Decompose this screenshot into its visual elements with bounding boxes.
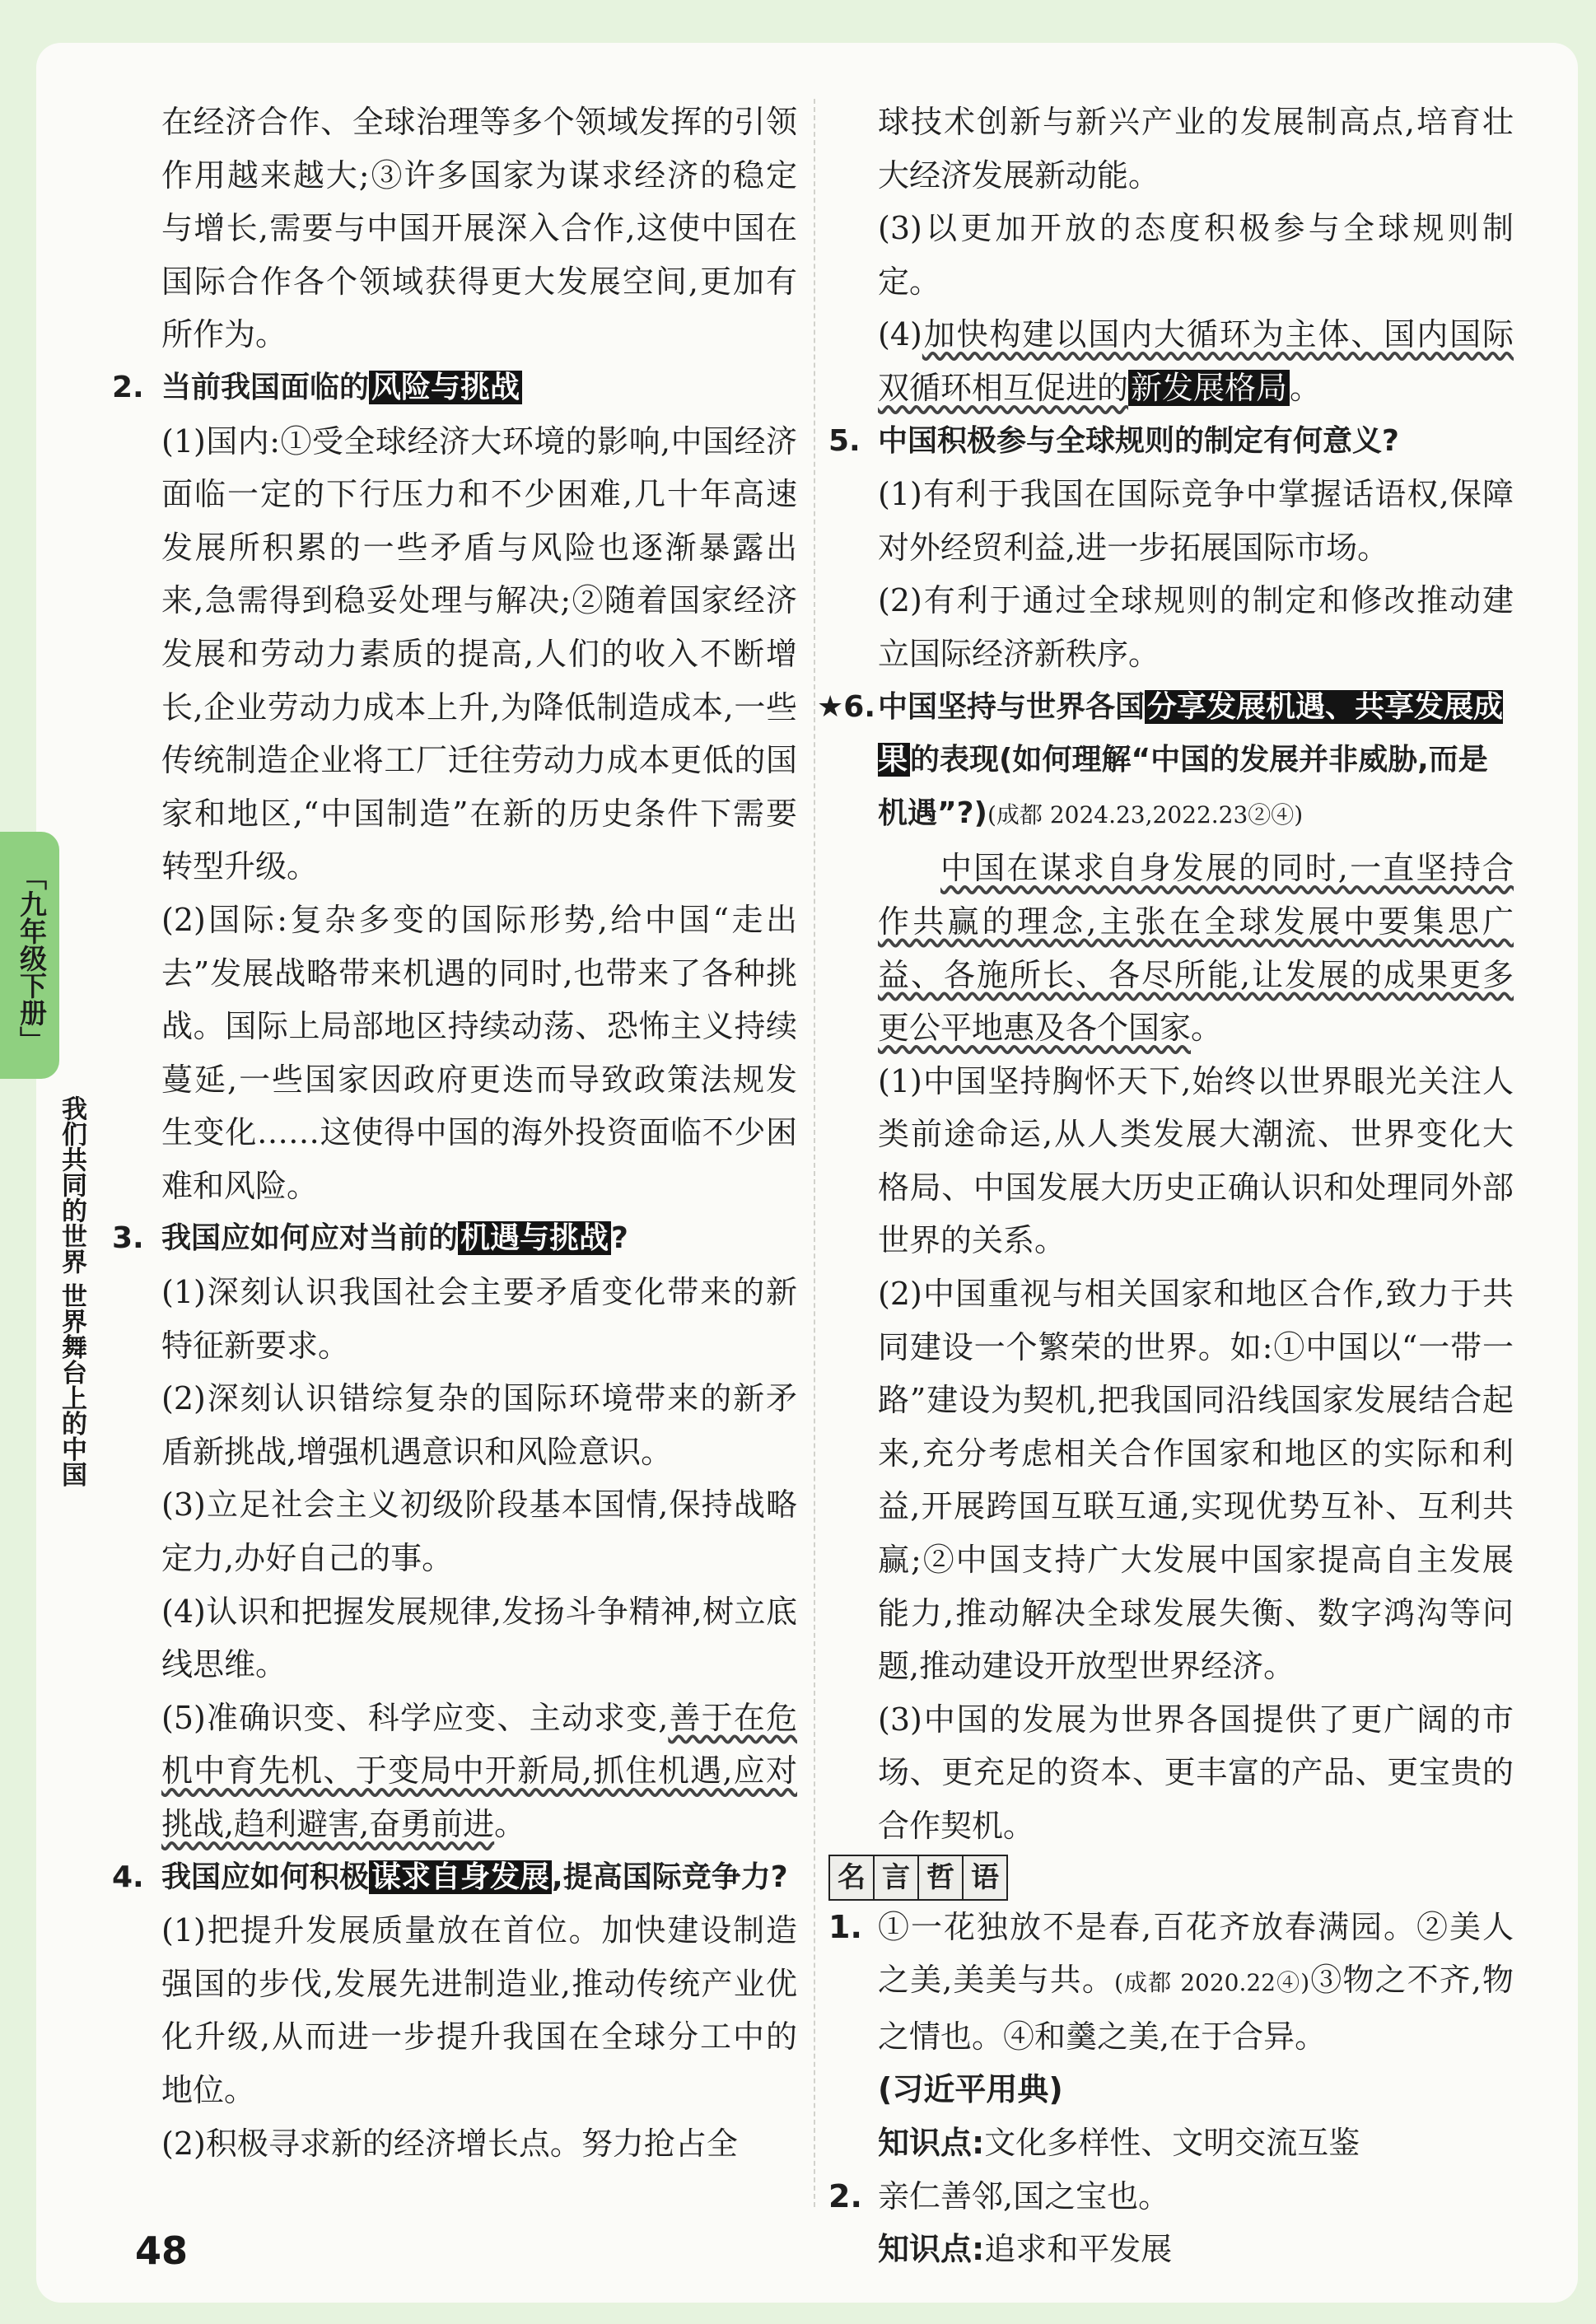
answer-paragraph: (3)中国的发展为世界各国提供了更广阔的市场、更充足的资本、更丰富的产品、更宝贵的合作契机。 [878, 1701, 1514, 1844]
question-5-heading: 5. 中国积极参与全球规则的制定有何意义? [828, 415, 1514, 469]
answer-paragraph: (3)以更加开放的态度积极参与全球规则制定。 [878, 210, 1514, 300]
question-2-heading: 2. 当前我国面临的风险与挑战 [112, 362, 797, 415]
question-number: 5. [828, 423, 861, 458]
knowledge-point: 知识点:追求和平发展 [878, 2231, 1173, 2268]
question-number: 4. [112, 1860, 144, 1894]
exam-citation: (成都 2020.22④) [1113, 1969, 1310, 1997]
highlight-term: 机遇与挑战 [458, 1221, 611, 1255]
quote-number: 2. [828, 2177, 862, 2214]
answer-paragraph: (1)国内:①受全球经济大环境的影响,中国经济面临一定的下行压力和不少困难,几十年高速发展所积累的一些矛盾与风险也逐渐暴露出来,急需得到稳妥处理与解决;②随着国家经济发展和劳动力素质的提高,人们的收入不断增长,企业劳动力成本上升,为降低制造成本,一些传统制造企业将工厂迁往劳动力成本更低的国家和地区,“中国制造”在新的历史条件下需要转型升级。 [161, 422, 797, 885]
answer-paragraph: (2)有利于通过全球规则的制定和修改推动建立国际经济新秩序。 [878, 582, 1514, 672]
highlight-term: 新发展格局 [1128, 370, 1290, 406]
question-4-heading: 4. 我国应如何积极谋求自身发展,提高国际竞争力? [112, 1851, 797, 1905]
key-phrase: 中国在谋求自身发展的同时,一直坚持合作共赢的理念,主张在全球发展中要集思广益、各施所长、各尽所能,让发展的成果更多更公平地惠及各个国家 [878, 850, 1514, 1047]
answer-paragraph: (1)把提升发展质量放在首位。加快建设制造强国的步伐,发展先进制造业,推动传统产业优化升级,从而进一步提升我国在全球分工中的地位。 [161, 1912, 797, 2108]
question-6-heading: ★6. 中国坚持与世界各国分享发展机遇、共享发展成果的表现(如何理解“中国的发展并非威胁,而是机遇”?)(成都 2024.23,2022.23②④) [828, 681, 1514, 842]
key-phrase: 善于在危机中育先机、于变局中开新局,抓住机遇,应对挑战,趋利避害,奋勇前进 [161, 1699, 797, 1842]
knowledge-point: 知识点:文化多样性、文明交流互鉴 [878, 2124, 1360, 2161]
right-column [817, 96, 1514, 2276]
answer-paragraph: (4)加快构建以国内大循环为主体、国内国际双循环相互促进的新发展格局。 [878, 316, 1514, 406]
answer-paragraph: (2)积极寻求新的经济增长点。努力抢占全 [161, 2125, 738, 2162]
quote-number: 1. [828, 1908, 862, 1945]
quote-source: (习近平用典) [878, 2071, 1063, 2108]
highlight-term: 风险与挑战 [369, 371, 522, 404]
answer-paragraph: (1)有利于我国在国际竞争中掌握话语权,保障对外经贸利益,进一步拓展国际市场。 [878, 476, 1514, 566]
continued-text: 在经济合作、全球治理等多个领域发挥的引领作用越来越大;③许多国家为谋求经济的稳定与增长,需要与中国开展深入合作,这使中国在国际合作各个领域获得更大发展空间,更加有所作为。 [161, 104, 797, 353]
answer-paragraph: (4)认识和把握发展规律,发扬斗争精神,树立底线思维。 [161, 1593, 797, 1683]
page-number: 48 [135, 2228, 189, 2273]
answer-paragraph: (2)中国重视与相关国家和地区合作,致力于共同建设一个繁荣的世界。如:①中国以“一带一路”建设为契机,把我国同沿线国家发展结合起来,充分考虑相关合作国家和地区的实际和利益,开展跨国互联互通,实现优势互补、互利共赢;②中国支持广大发展中国家提高自主发展能力,推动解决全球发展失衡、数字鸿沟等问题,推动建设开放型世界经济。 [878, 1276, 1514, 1685]
answer-paragraph: (3)立足社会主义初级阶段基本国情,保持战略定力,办好自己的事。 [161, 1486, 797, 1577]
quote-2: 2. 亲仁善邻,国之宝也。 [828, 2170, 1514, 2224]
answer-paragraph: (5)准确识变、科学应变、主动求变,善于在危机中育先机、于变局中开新局,抓住机遇,应对挑战,趋利避害,奋勇前进。 [161, 1699, 797, 1842]
quote-1: 1. ①一花独放不是春,百花齐放春满园。②美人之美,美美与共。(成都 2020.22④)③物之不齐,物之情也。④和羹之美,在于合异。 [828, 1901, 1514, 2064]
quotes-section-title: 名 言 哲 语 [828, 1855, 1514, 1901]
answer-paragraph: (2)国际:复杂多变的国际形势,给中国“走出去”发展战略带来机遇的同时,也带来了各种挑战。国际上局部地区持续动荡、恐怖主义持续蔓延,一些国家因政府更迭而导致政策法规发生变化……这使得中国的海外投资面临不少困难和风险。 [161, 901, 797, 1204]
left-column [112, 96, 797, 2170]
question-number: ★6. [817, 689, 875, 724]
highlight-term: 谋求自身发展 [369, 1860, 552, 1894]
exam-citation: (成都 2024.23,2022.23②④) [987, 800, 1304, 828]
question-number: 2. [112, 370, 144, 404]
question-number: 3. [112, 1221, 144, 1256]
unit-title: 我们共同的世界 世界舞台上的中国 [57, 1095, 86, 1487]
answer-paragraph: (2)深刻认识错综复杂的国际环境带来的新矛盾新挑战,增强机遇意识和风险意识。 [161, 1380, 797, 1470]
answer-paragraph: (1)深刻认识我国社会主要矛盾变化带来的新特征新要求。 [161, 1274, 797, 1364]
key-phrase: 加快构建以国内大循环为主体、国内国际双循环相互促进的 [878, 316, 1514, 406]
column-divider [814, 99, 815, 2207]
grade-label: 「九年级下册」 [16, 863, 48, 1053]
answer-paragraph: (1)中国坚持胸怀天下,始终以世界眼光关注人类前途命运,从人类发展大潮流、世界变化大格局、中国发展大历史正确认识和处理同外部世界的关系。 [878, 1062, 1514, 1259]
highlight-term: 分享发展机遇、共享发展成果 [878, 689, 1504, 777]
continued-text: 球技术创新与新兴产业的发展制高点,培育壮大经济发展新动能。 [878, 104, 1514, 194]
answer-intro: 中国在谋求自身发展的同时,一直坚持合作共赢的理念,主张在全球发展中要集思广益、各施所长、各尽所能,让发展的成果更多更公平地惠及各个国家。 [878, 850, 1514, 1047]
question-3-heading: 3. 我国应如何应对当前的机遇与挑战? [112, 1212, 797, 1266]
